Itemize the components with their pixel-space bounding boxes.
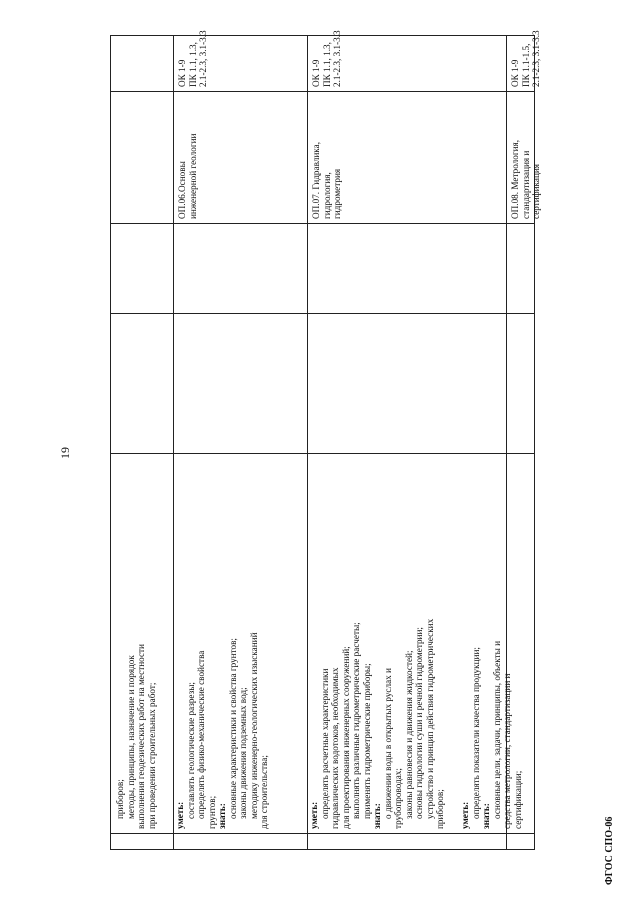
text-line: для строительства;: [259, 755, 269, 829]
column-divider: [111, 223, 534, 224]
text-line: уметь:: [175, 801, 185, 829]
page-number: 19: [58, 447, 72, 459]
text-line: определять физико-механические свойства: [196, 650, 206, 819]
text-line: уметь:: [309, 801, 319, 829]
text-line: сертификации;: [512, 770, 523, 829]
text-line: определять показатели качества продукции;: [470, 647, 481, 819]
requirements-cell: [175, 632, 270, 829]
text-line: знать:: [372, 803, 382, 829]
text-line: устройство и принцип действия гидрометрических: [424, 618, 435, 819]
text-line: применять гидрометрические приборы;: [361, 663, 372, 819]
text-line: трубопроводах;: [393, 768, 403, 829]
text-line: приборов;: [435, 789, 445, 829]
text-line: выполнять различные гидрометрические расчеты;: [351, 622, 361, 819]
text-line: грунтов;: [206, 795, 217, 829]
requirements-cell: [460, 641, 523, 829]
text-line: определять расчетные характеристики: [319, 668, 330, 819]
text-line: ПК 1.1, 1.3,: [321, 42, 332, 87]
text-line: составлять геологические разрезы;: [185, 682, 196, 819]
text-line: ПК 1.1-1.5,: [520, 43, 531, 87]
text-line: основные цели, задачи, принципы, объекты и: [491, 641, 502, 819]
text-line: инженерной геологии: [187, 133, 198, 219]
text-line: ОК 1-9: [177, 59, 187, 87]
text-line: при проведении строительных работ;: [146, 682, 157, 829]
row-divider: [173, 36, 174, 849]
requirements-cell: [115, 644, 157, 829]
text-line: стандартизация и: [520, 150, 531, 219]
text-line: основные характеристики и свойства грунтов;: [227, 638, 238, 819]
text-line: ОП.08. Метрология,: [510, 139, 520, 219]
column-divider: [111, 313, 534, 314]
text-line: знать:: [481, 803, 491, 829]
column-divider: [111, 833, 534, 834]
curriculum-table: [110, 30, 541, 850]
discipline-cell: [177, 134, 198, 219]
text-line: гидрометрия: [332, 168, 342, 219]
text-line: приборов;: [115, 779, 125, 819]
row-divider: [307, 36, 308, 849]
competencies-cell: [177, 30, 209, 87]
text-line: законы равновесия и движения жидкостей;: [403, 650, 414, 819]
discipline-cell: [311, 142, 343, 219]
text-line: 2.1-2.3, 3.1-3.3: [198, 30, 208, 87]
text-line: ОП.07. Гидравлика,: [311, 142, 321, 219]
competencies-cell: [510, 30, 542, 87]
text-line: 2.1-2.3, 3.1-3.3: [531, 30, 541, 87]
text-line: знать:: [217, 803, 227, 829]
column-divider: [111, 453, 534, 454]
text-line: уметь:: [460, 801, 470, 829]
text-line: для проектирования инженерных сооружений;: [340, 646, 351, 829]
column-divider: [111, 91, 534, 92]
text-line: выполнения геодезических работ на местности: [136, 644, 146, 829]
document-footer: ФГОС СПО-06: [604, 816, 615, 885]
competencies-cell: [311, 30, 343, 87]
text-line: средства метрологии, стандартизации и: [502, 673, 512, 829]
text-line: о движении воды в открытых руслах и: [382, 668, 393, 819]
text-line: ОК 1-9: [311, 59, 321, 87]
text-line: основы гидрологии суши и речной гидрометрии;: [414, 627, 424, 819]
text-line: ОП.06.Основы: [177, 161, 187, 219]
text-line: методы, принципы, назначение и порядок: [125, 655, 136, 819]
text-line: ПК 1.1, 1.3,: [187, 42, 198, 87]
text-line: ОК 1-9: [510, 59, 520, 87]
text-line: гидрология,: [321, 172, 332, 219]
text-line: 2.1-2.3, 3.1-3.3: [332, 30, 342, 87]
text-line: законы движения подземных вод;: [238, 687, 248, 819]
requirements-cell: [309, 619, 446, 829]
text-line: сертификация: [531, 163, 541, 219]
text-line: гидравлических водотоков, необходимых: [330, 667, 340, 829]
text-line: методику инженерно-геологических изысканий: [248, 632, 259, 819]
discipline-cell: [510, 140, 542, 219]
